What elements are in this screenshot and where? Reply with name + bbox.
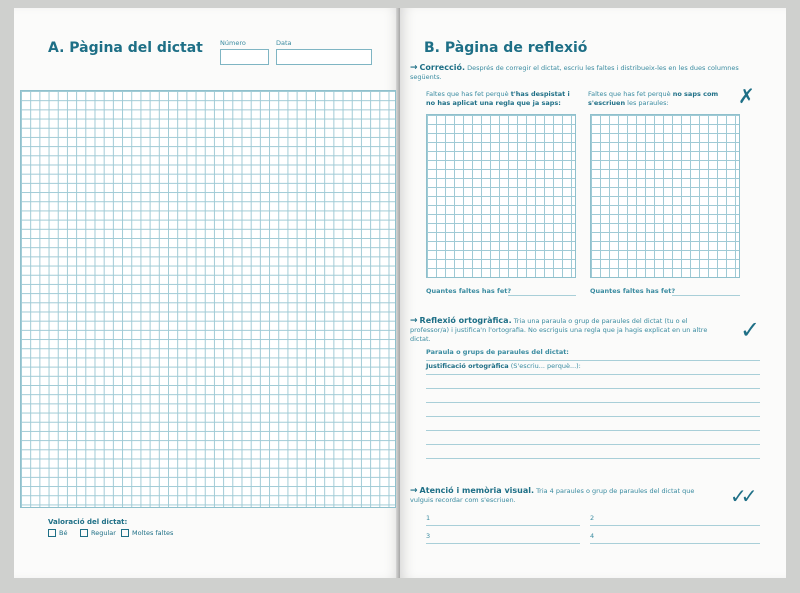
writing-line[interactable] xyxy=(426,416,760,417)
faltes-no-saps-grid[interactable] xyxy=(590,114,740,278)
justificacio-label: Justificació ortogràfica (S'escriu... perquè...): xyxy=(426,362,581,370)
count2-line[interactable] xyxy=(672,295,740,296)
cross-mark-icon: ✗ xyxy=(738,84,755,108)
data-label: Data xyxy=(276,39,292,47)
word-number-1: 1 xyxy=(426,514,431,522)
correccio-section xyxy=(410,63,740,82)
arrow-icon: → xyxy=(410,63,418,73)
paraula-line[interactable] xyxy=(426,360,760,361)
writing-line[interactable] xyxy=(426,402,760,403)
page-title-reflexio: B. Pàgina de reflexió xyxy=(424,40,588,56)
word-number-3: 3 xyxy=(426,532,431,540)
atencio-section xyxy=(410,486,710,505)
faltes-despistat-grid[interactable] xyxy=(426,114,576,278)
word-line-2[interactable] xyxy=(590,525,760,526)
word-line-3[interactable] xyxy=(426,543,580,544)
reflexio-section xyxy=(410,316,710,344)
word-line-4[interactable] xyxy=(590,543,760,544)
valoracio-option-moltes-faltes[interactable]: Moltes faltes xyxy=(121,529,173,537)
writing-line[interactable] xyxy=(426,458,760,459)
checkbox-moltes-faltes[interactable] xyxy=(121,529,129,537)
count1-line[interactable] xyxy=(508,295,576,296)
count1-label: Quantes faltes has fet? xyxy=(426,287,512,295)
count2-label: Quantes faltes has fet? xyxy=(590,287,676,295)
valoracio-option-regular[interactable]: Regular xyxy=(80,529,116,537)
left-page xyxy=(14,8,400,578)
numero-label: Número xyxy=(220,39,246,47)
correccio-col2-label: Faltes que has fet perquè no saps com s'escriuen les paraules: xyxy=(588,90,719,107)
word-number-4: 4 xyxy=(590,532,595,540)
data-field[interactable] xyxy=(276,49,372,65)
writing-line[interactable] xyxy=(426,374,760,375)
checkbox-regular[interactable] xyxy=(80,529,88,537)
valoracio-option-be[interactable]: Bé xyxy=(48,529,67,537)
page-title-dictat: A. Pàgina del dictat xyxy=(48,40,203,56)
word-number-2: 2 xyxy=(590,514,595,522)
arrow-icon: → xyxy=(410,486,418,496)
reflexio-text: Tria una paraula o grup de paraules del dictat (tu o el professor/a) i justifica'n l'ortografia. No escriguis una regla que ja hagis explicat en un altre dictat. xyxy=(410,317,708,343)
writing-line[interactable] xyxy=(426,430,760,431)
valoracio-title: Valoració del dictat: xyxy=(48,518,128,526)
correccio-heading: Correcció. xyxy=(419,63,465,72)
correccio-col1-label: Faltes que has fet perquè t'has despistat i no has aplicat una regla que ja saps: xyxy=(426,90,570,107)
check-mark-icon: ✓ xyxy=(740,316,761,344)
atencio-heading: Atenció i memòria visual. xyxy=(419,486,535,495)
correccio-text: Després de corregir el dictat, escriu les faltes i distribueix-les en les dues columnes següents. xyxy=(410,64,739,81)
reflexio-heading: Reflexió ortogràfica. xyxy=(419,316,512,325)
word-line-1[interactable] xyxy=(426,525,580,526)
checkbox-be[interactable] xyxy=(48,529,56,537)
right-page xyxy=(400,8,786,578)
paraula-label: Paraula o grups de paraules del dictat: xyxy=(426,348,569,356)
double-check-icon: ✓✓ xyxy=(730,484,752,508)
arrow-icon: → xyxy=(410,316,418,326)
atencio-text: Tria 4 paraules o grup de paraules del dictat que vulguis recordar com s'escriuen. xyxy=(410,487,695,504)
dictat-writing-grid[interactable] xyxy=(20,90,396,508)
numero-field[interactable] xyxy=(220,49,269,65)
writing-line[interactable] xyxy=(426,444,760,445)
writing-line[interactable] xyxy=(426,388,760,389)
